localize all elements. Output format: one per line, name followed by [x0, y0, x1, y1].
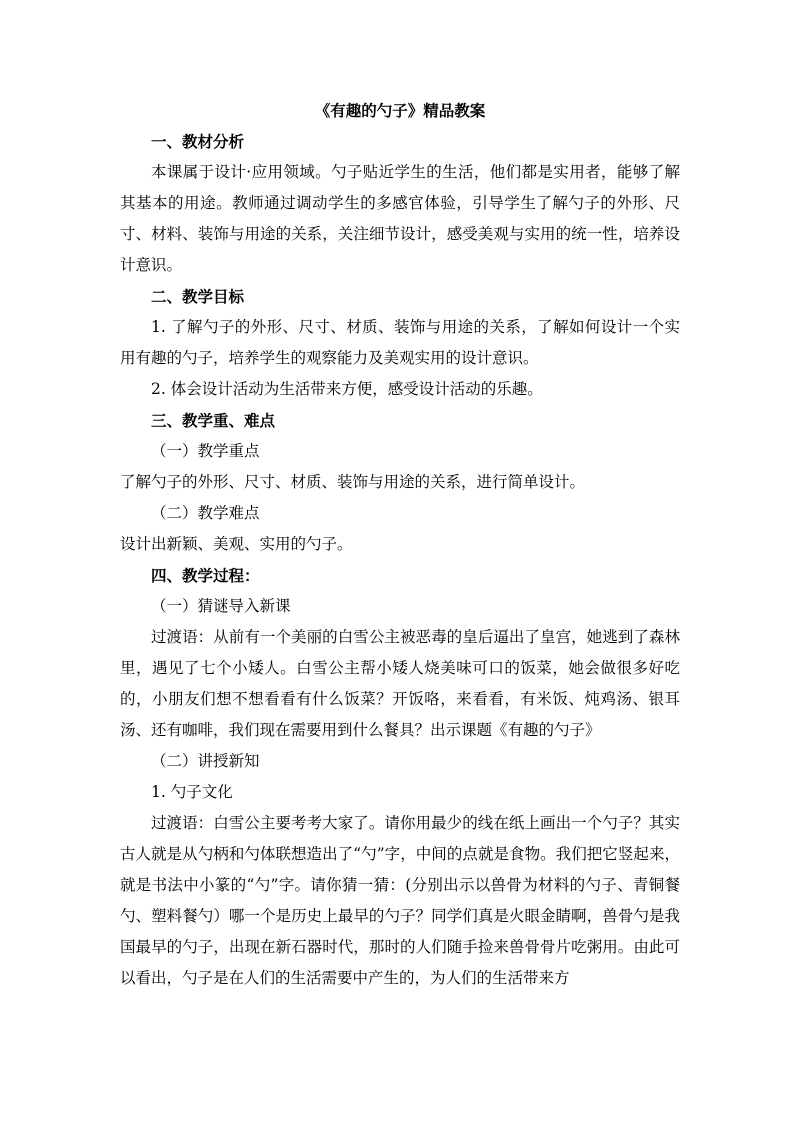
section-heading-goals: 二、教学目标: [151, 287, 245, 306]
section-heading-analysis: 一、教材分析: [151, 132, 245, 151]
goal-item-2: 2. 体会设计活动为生活带来方便，感受设计活动的乐趣。: [151, 380, 543, 398]
paragraph-difficulty: 设计出新颖、美观、实用的勺子。: [120, 535, 353, 553]
paragraph-intro: 过渡语：从前有一个美丽的白雪公主被恶毒的皇后逼出了皇宫，她逃到了森林里，遇见了七个小矮人。白雪公主帮小矮人烧美味可口的饭菜，她会做很多好吃的，小朋友们想不想看看有什么饭菜？开饭咯，来看看，有米饭、炖鸡汤、银耳汤、还有咖啡，我们现在需要用到什么餐具？出示课题《有趣的勺子》: [120, 628, 680, 739]
section-heading-keypoints: 三、教学重、难点: [151, 411, 276, 430]
subheading-intro: （一）猜谜导入新课: [151, 597, 291, 615]
document-title: 《有趣的勺子》精品教案: [314, 101, 486, 120]
document-body: [120, 95, 680, 994]
paragraph-spoon-culture: 过渡语：白雪公主要考考大家了。请你用最少的线在纸上画出一个勺子？其实古人就是从勺柄和勺体联想造出了“勺”字，中间的点就是食物。我们把它竖起来，就是书法中小篆的“勺”字。请你猜一猜：(分别出示以兽骨为材料的勺子、青铜餐勺、塑料餐勺）哪一个是历史上最早的勺子？同学们真是火眼金睛啊，兽骨勺是我国最早的勺子，出现在新石器时代，那时的人们随手捡来兽骨骨片吃粥用。由此可以看出，勺子是在人们的生活需要中产生的，为人们的生活带来方: [120, 814, 680, 987]
goal-item-1: 1. 了解勺子的外形、尺寸、材质、装饰与用途的关系，了解如何设计一个实用有趣的勺子，培养学生的观察能力及美观实用的设计意识。: [120, 318, 680, 367]
subheading-key: （一）教学重点: [151, 442, 260, 460]
subheading-difficulty: （二）教学难点: [151, 504, 260, 522]
subheading-new-knowledge: （二）讲授新知: [151, 752, 260, 770]
paragraph-key: 了解勺子的外形、尺寸、材质、装饰与用途的关系，进行简单设计。: [120, 473, 586, 491]
section-heading-process: 四、教学过程：: [151, 566, 260, 585]
paragraph-analysis: 本课属于设计·应用领域。勺子贴近学生的生活，他们都是实用者，能够了解其基本的用途。教师通过调动学生的多感官体验，引导学生了解勺子的外形、尺寸、材料、装饰与用途的关系，关注细节设计，感受美观与实用的统一性，培养设计意识。: [120, 163, 680, 274]
list-item-spoon-culture: 1. 勺子文化: [151, 783, 233, 801]
